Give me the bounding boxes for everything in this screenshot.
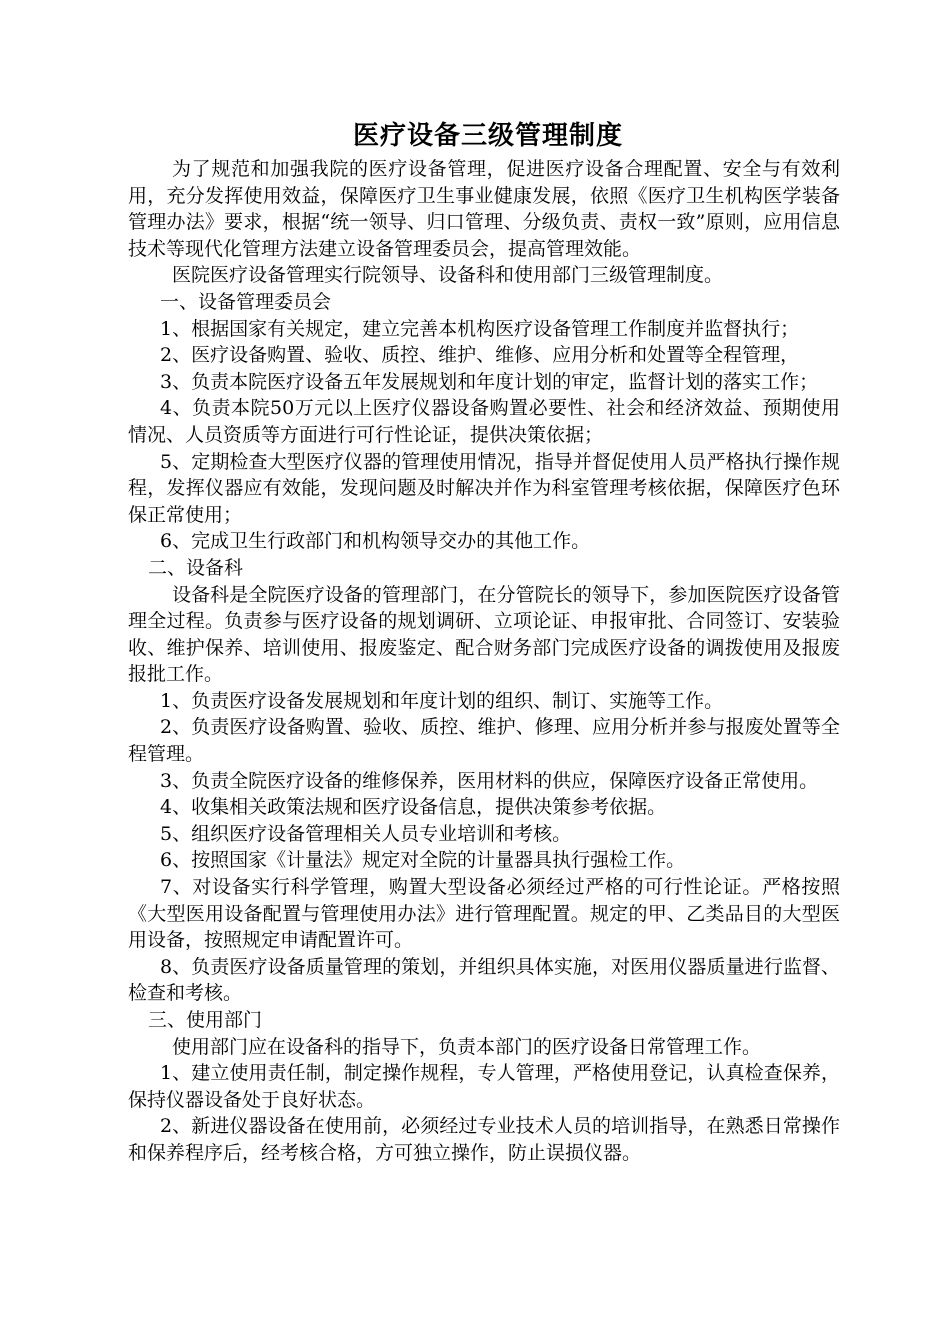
equipment-dept-item: 6、按照国家《计量法》规定对全院的计量器具执行强检工作。 — [160, 849, 686, 872]
equipment-dept-item: 4、收集相关政策法规和医疗设备信息，提供决策参考依据。 — [160, 796, 667, 819]
equipment-dept-item: 3、负责全院医疗设备的维修保养，医用材料的供应，保障医疗设备正常使用。 — [160, 769, 819, 792]
committee-item: 1、根据国家有关规定，建立完善本机构医疗设备管理工作制度并监督执行； — [160, 317, 800, 340]
committee-item: 5、定期检查大型医疗仪器的管理使用情况，指导并督促使用人员严格执行操作规程，发挥仪器应有效能，发现问题及时解决并作为科室管理考核依据，保障医疗色环保正常使用； — [128, 450, 840, 526]
equipment-dept-item: 5、组织医疗设备管理相关人员专业培训和考核。 — [160, 822, 572, 845]
committee-item: 6、完成卫生行政部门和机构领导交办的其他工作。 — [160, 530, 591, 553]
section-heading-user-dept: 三、使用部门 — [148, 1009, 263, 1031]
equipment-dept-item: 2、负责医疗设备购置、验收、质控、维护、修理、应用分析并参与报废处置等全程管理。 — [128, 716, 840, 766]
committee-item: 4、负责本院50万元以上医疗仪器设备购置必要性、社会和经济效益、预期使用情况、人员资质等方面进行可行性论证，提供决策依据； — [128, 397, 840, 446]
section-heading-committee: 一、设备管理委员会 — [160, 290, 332, 313]
user-dept-item: 2、新进仪器设备在使用前，必须经过专业技术人员的培训指导，在熟悉日常操作和保养程序后，经考核合格，方可独立操作，防止误损仪器。 — [128, 1115, 840, 1164]
user-dept-item: 1、建立使用责任制，制定操作规程，专人管理，严格使用登记，认真检查保养，保持仪器设备处于良好状态。 — [128, 1062, 840, 1111]
user-dept-intro: 使用部门应在设备科的指导下，负责本部门的医疗设备日常管理工作。 — [172, 1035, 762, 1058]
equipment-dept-item: 8、负责医疗设备质量管理的策划，并组织具体实施，对医用仪器质量进行监督、检查和考核。 — [128, 955, 840, 1005]
equipment-dept-intro: 设备科是全院医疗设备的管理部门，在分管院长的领导下，参加医院医疗设备管理全过程。负责参与医疗设备的规划调研、立项论证、申报审批、合同签订、安装验收、维护保养、培训使用、报废鉴定、配合财务部门完成医疗设备的调拨使用及报废报批工作。 — [128, 583, 840, 686]
intro-paragraph: 为了规范和加强我院的医疗设备管理，促进医疗设备合理配置、安全与有效利用，充分发挥使用效益，保障医疗卫生事业健康发展，依照《医疗卫生机构医学装备管理办法》要求，根据“统一领导、归口管理、分级负责、责权一致”原则，应用信息技术等现代化管理方法建立设备管理委员会，提高管理效能。 — [128, 158, 840, 260]
equipment-dept-item: 1、负责医疗设备发展规划和年度计划的组织、制订、实施等工作。 — [160, 689, 724, 712]
equipment-dept-item: 7、对设备实行科学管理，购置大型设备必须经过严格的可行性论证。严格按照《大型医用设备配置与管理使用办法》进行管理配置。规定的甲、乙类品目的大型医用设备，按照规定申请配置许可。 — [128, 876, 840, 952]
committee-item: 3、负责本院医疗设备五年发展规划和年度计划的审定，监督计划的落实工作； — [160, 370, 819, 393]
document-title: 医疗设备三级管理制度 — [352, 121, 623, 151]
document-page — [128, 116, 840, 1167]
committee-item: 2、医疗设备购置、验收、质控、维护、维修、应用分析和处置等全程管理， — [160, 344, 800, 367]
three-level-summary: 医院医疗设备管理实行院领导、设备科和使用部门三级管理制度。 — [172, 264, 724, 287]
section-heading-equipment-dept: 二、设备科 — [148, 556, 244, 579]
